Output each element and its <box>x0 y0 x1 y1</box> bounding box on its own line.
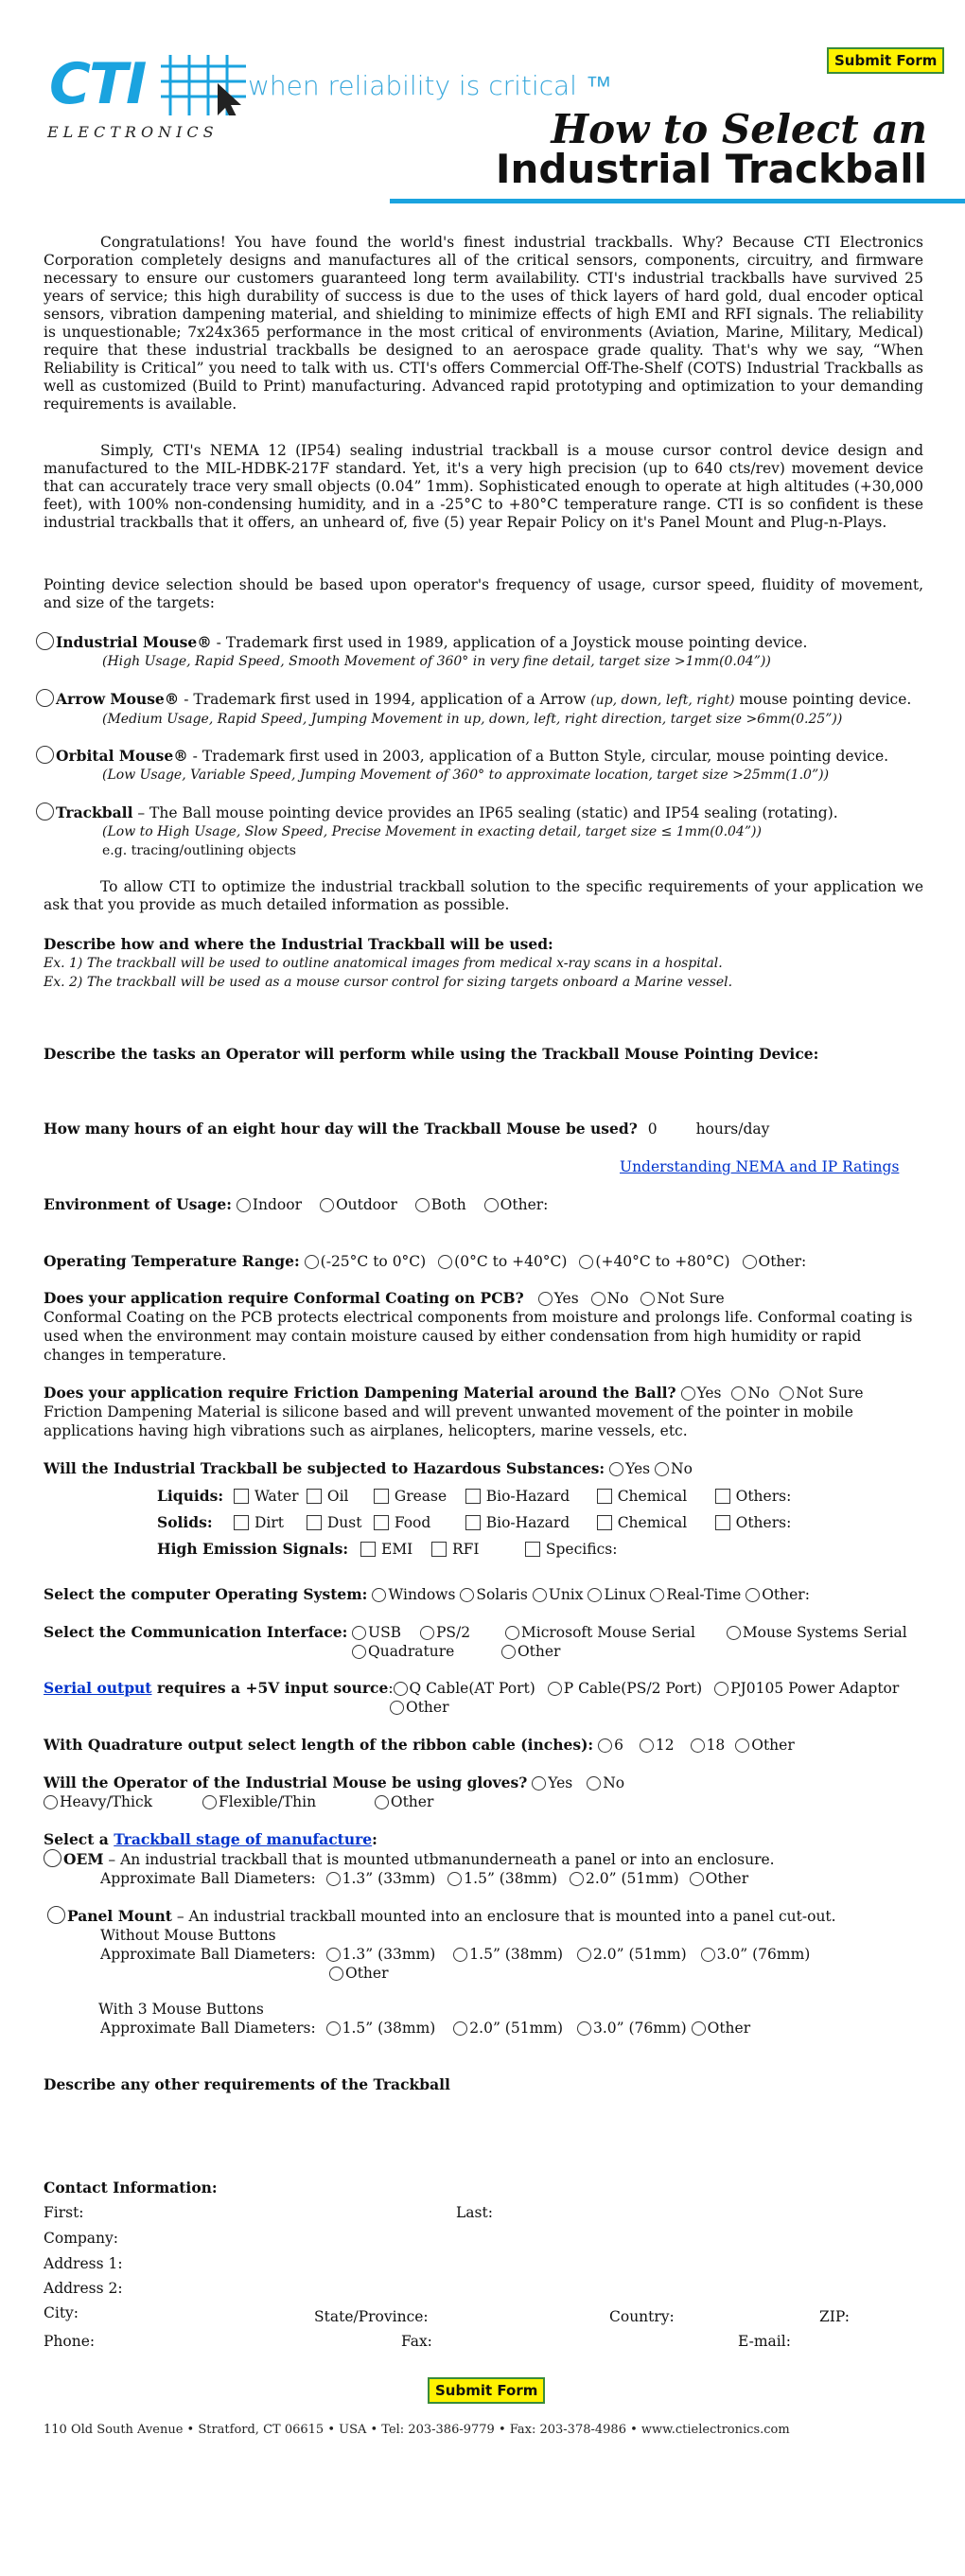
radio-solaris[interactable] <box>460 1588 474 1602</box>
radio-panel3-other[interactable] <box>692 2021 706 2036</box>
radio-arrow-mouse[interactable] <box>36 689 54 707</box>
serial-output-link[interactable]: Serial output <box>44 1679 152 1697</box>
radio-ps2[interactable] <box>420 1626 434 1640</box>
radio-both[interactable] <box>415 1198 430 1212</box>
submit-form-button-bottom[interactable]: Submit Form <box>428 2377 545 2404</box>
hazard-liquids: Liquids: Water Oil Grease Bio-Hazard Chemical Others: <box>157 1487 792 1505</box>
question-temperature: Operating Temperature Range: (-25°C to 0°C) (0°C to +40°C) (+40°C to +80°C) Other: <box>44 1252 807 1270</box>
radio-env-other[interactable] <box>484 1198 499 1212</box>
submit-form-button-top[interactable]: Submit Form <box>827 47 944 74</box>
radio-serial-other[interactable] <box>390 1701 404 1715</box>
question-hazard: Will the Industrial Trackball be subjected to Hazardous Substances: Yes No <box>44 1459 693 1477</box>
check-chemical-liquid[interactable] <box>597 1489 612 1504</box>
contact-company[interactable]: Company: <box>44 2230 119 2247</box>
check-food[interactable] <box>374 1515 389 1530</box>
check-other-liquid[interactable] <box>715 1489 730 1504</box>
radio-industrial-mouse[interactable] <box>36 632 54 650</box>
check-other-solid[interactable] <box>715 1515 730 1530</box>
contact-last[interactable]: Last: <box>456 2204 493 2221</box>
page-title-line1: How to Select an <box>551 106 927 152</box>
contact-city[interactable]: City: <box>44 2304 79 2321</box>
radio-panel-15[interactable] <box>453 1948 467 1962</box>
radio-temp-low[interactable] <box>305 1255 319 1269</box>
check-dust[interactable] <box>307 1515 322 1530</box>
device-option-trackball[interactable]: Trackball – The Ball mouse pointing device provides an IP65 sealing (static) and IP54 sealing (rotating). (Low to High Usage, Slow Speed, Precise Movement in exacting detail, target size ≤ 1mm(0.04”)) e.g. tracing/outlining objects <box>36 803 954 860</box>
radio-os-other[interactable] <box>746 1588 760 1602</box>
radio-panel-20[interactable] <box>577 1948 591 1962</box>
intro-paragraph-1: Congratulations! You have found the world's finest industrial trackballs. Why? Because CTI Electronics Corporation completely designs and manufactures all of the critical sensors, components, circuitry, and firmware necessary to ensure our customers guaranteed long term availability. CTI's industrial trackballs have survived 25 years of service; this high durability of success is due to the uses of thick layers of hard gold, dual encoder optical sensors, vibration dampening material, and shielding to minimize effects of high EMI and RFI signals. The reliability is unquestionable; 7x24x365 performance in the most critical of environments (Aviation, Marine, Military, Medical) require that these industrial trackballs be designed to an aerospace grade quality. That's why we say, “When Reliability is Critical” you need to talk with us. CTI's offers Commercial Off-The-Shelf (COTS) Industrial Trackballs as well as customized (Build to Print) manufacturing. Advanced rapid prototyping and optimization to your demanding requirements is available. <box>44 234 923 413</box>
radio-linux[interactable] <box>588 1588 602 1602</box>
check-dirt[interactable] <box>234 1515 249 1530</box>
radio-outdoor[interactable] <box>320 1198 334 1212</box>
radio-panel3-20[interactable] <box>453 2021 467 2036</box>
question-stage: Select a Trackball stage of manufacture: OEM – An industrial trackball that is mounted utbmanunderneath a panel or into an enclosure. Approximate Ball Diameters: 1.3” (33mm) 1.5” (38mm) 2.0” (51mm) Other <box>44 1830 775 1887</box>
check-chemical-solid[interactable] <box>597 1515 612 1530</box>
radio-panel3-30[interactable] <box>577 2021 591 2036</box>
radio-panel-other[interactable] <box>329 1967 343 1981</box>
radio-p-cable[interactable] <box>548 1682 562 1696</box>
radio-panel-mount[interactable] <box>47 1906 65 1924</box>
check-oil[interactable] <box>307 1489 322 1504</box>
radio-panel-30[interactable] <box>701 1948 715 1962</box>
radio-hazard-no[interactable] <box>655 1462 669 1476</box>
radio-conformal-notsure[interactable] <box>640 1292 655 1306</box>
question-other-requirements: Describe any other requirements of the Trackball <box>44 2075 450 2093</box>
contact-phone[interactable]: Phone: <box>44 2333 96 2350</box>
question-ribbon: With Quadrature output select length of the ribbon cable (inches): 6 12 18 Other <box>44 1736 795 1754</box>
nema-link[interactable]: Understanding NEMA and IP Ratings <box>620 1158 900 1175</box>
radio-ms-serial[interactable] <box>505 1626 519 1640</box>
contact-first[interactable]: First: <box>44 2204 84 2221</box>
device-option-orbital-mouse[interactable]: Orbital Mouse® - Trademark first used in 2003, application of a Button Style, circular, mouse pointing device. (Low Usage, Variable Speed, Jumping Movement of 360° to approximate location, target size >25mm(1.0”)) <box>36 746 954 785</box>
radio-panel-13[interactable] <box>326 1948 341 1962</box>
radio-quadrature[interactable] <box>352 1645 366 1659</box>
radio-ribbon-6[interactable] <box>598 1738 612 1753</box>
radio-orbital-mouse[interactable] <box>36 746 54 764</box>
radio-ribbon-18[interactable] <box>691 1738 705 1753</box>
radio-usb[interactable] <box>352 1626 366 1640</box>
stage-panel-mount: Panel Mount – An industrial trackball mounted into an enclosure that is mounted into a panel cut-out. Without Mouse Buttons Approximate Ball Diameters: 1.3” (33mm) 1.5” (38mm) 2.0” (51mm) 3.0” (76mm) Other With 3 Mouse Buttons Approximate Ball Diameters: 1.5” (38mm) 2.0” (51mm) 3.0” (76mm) Other <box>47 1906 956 2038</box>
radio-gloves-yes[interactable] <box>532 1776 546 1791</box>
radio-oem-13[interactable] <box>326 1872 341 1886</box>
contact-email[interactable]: E-mail: <box>738 2333 791 2350</box>
radio-indoor[interactable] <box>237 1198 251 1212</box>
radio-mouse-systems-serial[interactable] <box>727 1626 741 1640</box>
intro-paragraph-3: Pointing device selection should be based upon operator's frequency of usage, cursor speed, fluidity of movement, and size of the targets: <box>44 576 923 611</box>
stage-link[interactable]: Trackball stage of manufacture <box>114 1830 373 1848</box>
check-biohazard-solid[interactable] <box>465 1515 481 1530</box>
contact-address2[interactable]: Address 2: <box>44 2280 123 2297</box>
question-gloves: Will the Operator of the Industrial Mouse be using gloves? Yes No <box>44 1773 625 1791</box>
logo-text: CTI <box>49 51 146 117</box>
allow-text: To allow CTI to optimize the industrial trackball solution to the specific requirements of your application we ask that you provide as much detailed information as possible. <box>44 878 923 913</box>
contact-state[interactable]: State/Province: <box>314 2308 429 2325</box>
question-serial: Serial output requires a +5V input source: Q Cable(AT Port) P Cable(PS/2 Port) PJ0105 Power Adaptor Other <box>44 1679 900 1716</box>
header-divider <box>390 199 965 203</box>
question-comm: Select the Communication Interface: <box>44 1623 348 1641</box>
logo-subtitle: ELECTRONICS <box>47 123 219 141</box>
hazard-solids: Solids: Dirt Dust Food Bio-Hazard Chemical Others: <box>157 1513 792 1531</box>
radio-friction-no[interactable] <box>731 1386 746 1401</box>
question-hours: How many hours of an eight hour day will the Trackball Mouse be used? 0 hours/day <box>44 1120 770 1138</box>
hours-input[interactable]: 0 <box>647 1120 658 1138</box>
hazard-emission: High Emission Signals: EMI RFI Specifics: <box>157 1540 618 1558</box>
radio-comm-other[interactable] <box>501 1645 516 1659</box>
contact-country[interactable]: Country: <box>609 2308 675 2325</box>
radio-conformal-no[interactable] <box>591 1292 605 1306</box>
radio-pj0105[interactable] <box>714 1682 728 1696</box>
page-title-line2: Industrial Trackball <box>495 146 927 192</box>
radio-realtime[interactable] <box>650 1588 664 1602</box>
question-friction: Does your application require Friction Dampening Material around the Ball? Yes No Not Sure Friction Dampening Material is silicone based and will prevent unwanted movement of the pointer in mobile applications having high vibrations such as airplanes, helicopters, marine vessels, etc. <box>44 1384 864 1439</box>
tagline: when reliability is critical ™ <box>248 70 612 101</box>
contact-address1[interactable]: Address 1: <box>44 2255 123 2272</box>
radio-heavy-thick[interactable] <box>44 1795 58 1809</box>
radio-oem-20[interactable] <box>570 1872 584 1886</box>
check-grease[interactable] <box>374 1489 389 1504</box>
radio-q-cable[interactable] <box>394 1682 408 1696</box>
question-describe-usage: Describe how and where the Industrial Trackball will be used: Ex. 1) The trackball will be used to outline anatomical images from medical x-ray scans in a hospital. Ex. 2) The trackball will be used as a mouse cursor control for sizing targets onboard a Marine vessel. <box>44 935 733 990</box>
contact-heading: Contact Information: <box>44 2179 218 2197</box>
question-os: Select the computer Operating System: Windows Solaris Unix Linux Real-Time Other: <box>44 1585 810 1603</box>
footer-address: 110 Old South Avenue • Stratford, CT 06615 • USA • Tel: 203-386-9779 • Fax: 203-378-4986 • www.ctielectronics.com <box>44 2423 790 2437</box>
logo-grid-icon <box>161 55 252 115</box>
comm-options: USB PS/2 Microsoft Mouse Serial Mouse Systems Serial Quadrature Other <box>352 1623 957 1661</box>
device-option-industrial-mouse[interactable]: Industrial Mouse® - Trademark first used in 1989, application of a Joystick mouse pointing device. (High Usage, Rapid Speed, Smooth Movement of 360° in very fine detail, target size >1mm(0.04”)) <box>36 632 944 671</box>
check-specifics[interactable] <box>525 1542 540 1557</box>
radio-temp-high[interactable] <box>579 1255 593 1269</box>
radio-temp-other[interactable] <box>743 1255 757 1269</box>
radio-friction-notsure[interactable] <box>780 1386 794 1401</box>
radio-gloves-other[interactable] <box>375 1795 389 1809</box>
radio-gloves-no[interactable] <box>587 1776 601 1791</box>
check-biohazard-liquid[interactable] <box>465 1489 481 1504</box>
contact-fax[interactable]: Fax: <box>401 2333 432 2350</box>
gloves-types: Heavy/Thick Flexible/Thin Other <box>44 1792 433 1811</box>
radio-oem-other[interactable] <box>690 1872 704 1886</box>
device-option-arrow-mouse[interactable]: Arrow Mouse® - Trademark first used in 1994, application of a Arrow (up, down, left, right) mouse pointing device. (Medium Usage, Rapid Speed, Jumping Movement in up, down, left, right direction, target size >6mm(0.25”)) <box>36 689 954 729</box>
check-water[interactable] <box>234 1489 249 1504</box>
check-rfi[interactable] <box>431 1542 447 1557</box>
question-tasks: Describe the tasks an Operator will perform while using the Trackball Mouse Pointing Device: <box>44 1045 819 1063</box>
radio-flexible-thin[interactable] <box>202 1795 217 1809</box>
cti-logo <box>45 49 225 144</box>
radio-oem[interactable] <box>44 1849 61 1867</box>
contact-zip[interactable]: ZIP: <box>819 2308 850 2325</box>
radio-temp-mid[interactable] <box>438 1255 452 1269</box>
question-conformal: Does your application require Conformal Coating on PCB? Yes No Not Sure Conformal Coating on the PCB protects electrical components from moisture and prolongs life. Conformal coating is used when the environment may contain moisture caused by either condensation from high humidity or rapid changes in temperature. <box>44 1289 913 1364</box>
radio-unix[interactable] <box>533 1588 547 1602</box>
intro-paragraph-2: Simply, CTI's NEMA 12 (IP54) sealing industrial trackball is a mouse cursor control device design and manufactured to the MIL-HDBK-217F standard. Yet, it's a very high precision (up to 640 cts/rev) movement device that can accurately trace very small objects (0.04” 1mm). Sophisticated enough to operate at high altitudes (+30,000 feet), with 100% non-condensing humidity, and in a -25°C to +80°C temperature range. CTI is so confident is these industrial trackballs that it offers, an unheard of, five (5) year Repair Policy on it's Panel Mount and Plug-n-Plays. <box>44 442 923 531</box>
radio-ribbon-other[interactable] <box>735 1738 749 1753</box>
radio-friction-yes[interactable] <box>681 1386 695 1401</box>
question-environment: Environment of Usage: Indoor Outdoor Both Other: <box>44 1195 549 1213</box>
radio-trackball[interactable] <box>36 803 54 820</box>
radio-conformal-yes[interactable] <box>538 1292 553 1306</box>
radio-ribbon-12[interactable] <box>640 1738 654 1753</box>
radio-windows[interactable] <box>372 1588 386 1602</box>
radio-oem-15[interactable] <box>447 1872 462 1886</box>
radio-panel3-15[interactable] <box>326 2021 341 2036</box>
radio-hazard-yes[interactable] <box>609 1462 623 1476</box>
check-emi[interactable] <box>360 1542 376 1557</box>
